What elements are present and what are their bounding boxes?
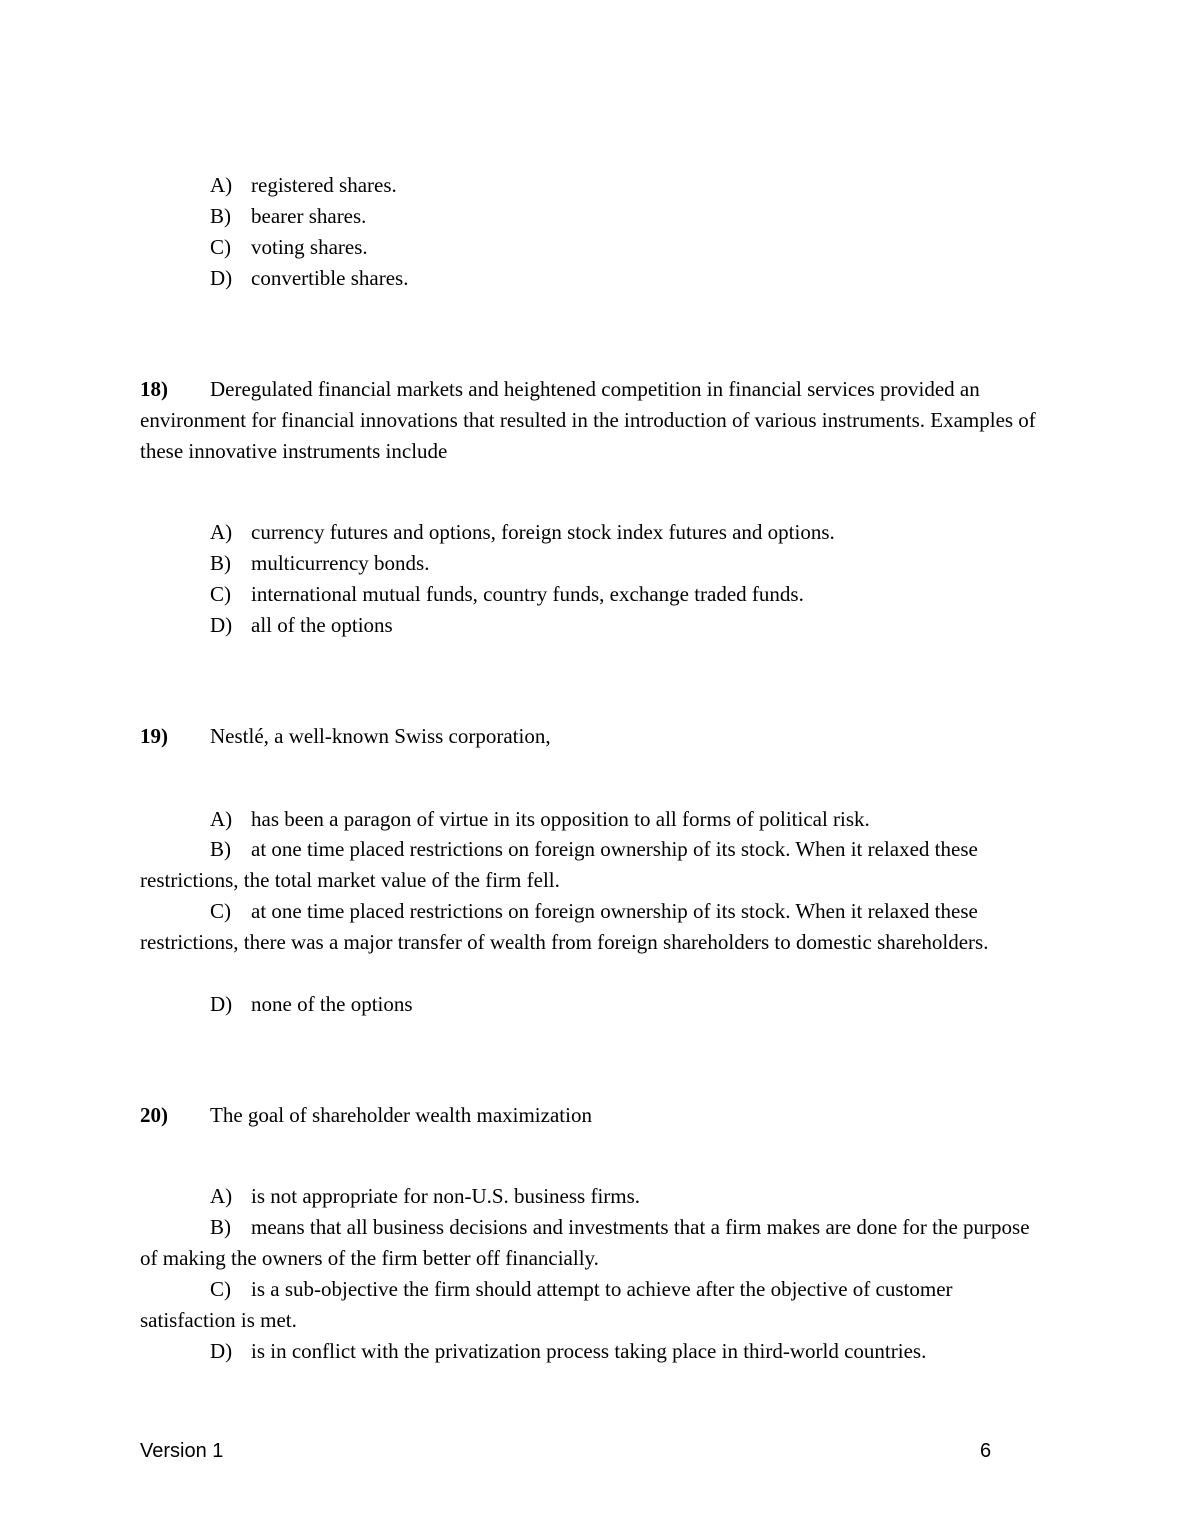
question-number: 18): [140, 377, 168, 401]
question-text: Nestlé, a well-known Swiss corporation,: [210, 724, 551, 748]
q17-option-c: [140, 232, 1045, 263]
option-label: B): [210, 837, 231, 861]
question-number: 19): [140, 724, 168, 748]
q20-option-b: [140, 1212, 1045, 1274]
option-text: at one time placed restrictions on foreign ownership of its stock. When it relaxed these restrictions, there was a major transfer of wealth from foreign shareholders to domestic shareholders.: [140, 899, 989, 954]
option-text: is not appropriate for non-U.S. business firms.: [251, 1184, 641, 1208]
q20-option-d: [140, 1336, 1045, 1367]
q18-option-b: [140, 548, 1045, 579]
footer-page-number: 6: [980, 1440, 992, 1462]
option-label: A): [210, 173, 233, 197]
question-text: The goal of shareholder wealth maximization: [210, 1103, 592, 1127]
q18-stem: [140, 374, 1045, 467]
q17-option-b: [140, 201, 1045, 232]
option-label: D): [210, 992, 233, 1016]
option-text: has been a paragon of virtue in its opposition to all forms of political risk.: [251, 807, 870, 831]
q20-option-a: [140, 1181, 1045, 1212]
option-text: voting shares.: [251, 235, 368, 259]
option-text: bearer shares.: [251, 204, 367, 228]
option-label: D): [210, 266, 233, 290]
option-label: A): [210, 1184, 233, 1208]
option-text: all of the options: [251, 613, 393, 637]
option-text: is a sub-objective the firm should attempt to achieve after the objective of customer satisfaction is met.: [140, 1277, 953, 1332]
option-label: C): [210, 582, 231, 606]
option-text: at one time placed restrictions on foreign ownership of its stock. When it relaxed these restrictions, the total market value of the firm fell.: [140, 837, 978, 892]
option-text: multicurrency bonds.: [251, 551, 430, 575]
q19-option-b: [140, 834, 1045, 896]
q17-option-a: [140, 170, 1045, 201]
q19-option-d: [140, 989, 1045, 1020]
q18-option-a: [140, 517, 1045, 548]
option-label: C): [210, 235, 231, 259]
q18-option-d: [140, 610, 1045, 641]
q18-option-c: [140, 579, 1045, 610]
q19-option-c: [140, 896, 1045, 958]
question-text: Deregulated financial markets and heightened competition in financial services provided an environment for financial innovations that resulted in the introduction of various instruments. Examples of these innovative instruments include: [140, 377, 1036, 463]
option-text: currency futures and options, foreign stock index futures and options.: [251, 520, 835, 544]
option-text: means that all business decisions and investments that a firm makes are done for the purpose of making the owners of the firm better off financially.: [140, 1215, 1030, 1270]
option-label: B): [210, 204, 231, 228]
option-label: B): [210, 551, 231, 575]
option-label: D): [210, 613, 233, 637]
option-label: A): [210, 807, 233, 831]
q19-option-a: [140, 804, 1045, 835]
option-label: C): [210, 1277, 231, 1301]
option-text: international mutual funds, country funds, exchange traded funds.: [251, 582, 804, 606]
option-text: none of the options: [251, 992, 413, 1016]
q17-option-d: [140, 263, 1045, 294]
option-label: A): [210, 520, 233, 544]
option-text: is in conflict with the privatization process taking place in third-world countries.: [251, 1339, 927, 1363]
q19-stem: [140, 721, 1045, 752]
option-label: B): [210, 1215, 231, 1239]
question-number: 20): [140, 1103, 168, 1127]
q20-stem: [140, 1100, 1045, 1131]
q20-option-c: [140, 1274, 1045, 1336]
footer-version: Version 1: [140, 1440, 224, 1462]
option-label: C): [210, 899, 231, 923]
option-label: D): [210, 1339, 233, 1363]
option-text: registered shares.: [251, 173, 397, 197]
option-text: convertible shares.: [251, 266, 409, 290]
